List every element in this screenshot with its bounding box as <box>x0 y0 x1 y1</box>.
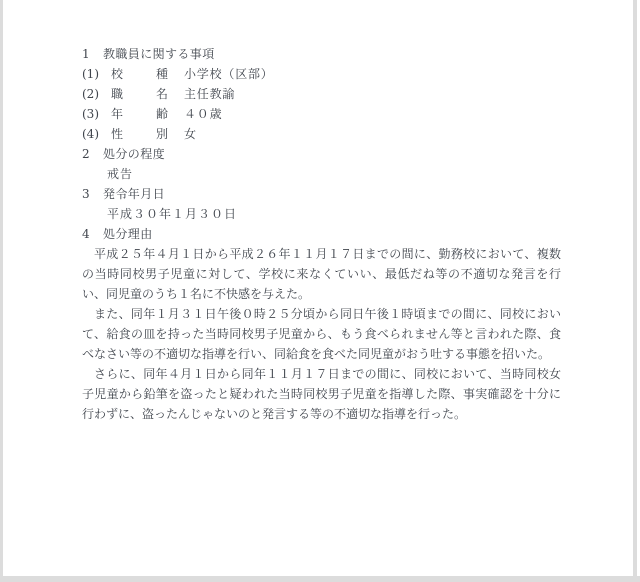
field-row-sex <box>82 124 564 144</box>
field-value: 主任教諭 <box>184 87 236 101</box>
field-number: (4) <box>82 127 99 141</box>
page-edge-bottom <box>0 576 640 582</box>
field-row-job-title <box>82 84 564 104</box>
section-title: 処分の程度 <box>103 147 166 161</box>
reason-paragraph-2: また、同年１月３１日午後０時２５分頃から同日午後１時頃までの間に、同校において、給食の皿を持った当時同校男子児童から、もう食べられません等と言われた際、食べなさい等の不適切な指導を行い、同給食を食べた同児童がおう吐する事態を招いた。 <box>82 307 561 361</box>
section-heading-3 <box>82 184 564 204</box>
section-title: 処分理由 <box>103 227 153 241</box>
disposition-reasons <box>82 244 564 424</box>
field-label-left: 年 <box>111 107 124 121</box>
disposition-level: 戒告 <box>107 167 134 181</box>
field-number: (2) <box>82 87 99 101</box>
field-row-age <box>82 104 564 124</box>
section-heading-2 <box>82 144 564 164</box>
field-number: (1) <box>82 67 99 81</box>
section-heading-4 <box>82 224 564 244</box>
section-title: 教職員に関する事項 <box>103 47 215 61</box>
field-label-left: 職 <box>111 87 124 101</box>
section-number: 2 <box>82 147 90 161</box>
field-label-right: 別 <box>155 127 168 141</box>
field-label-left: 校 <box>111 67 124 81</box>
section-number: 4 <box>82 227 90 241</box>
section-number: 1 <box>82 47 90 61</box>
page-edge-left <box>0 0 3 582</box>
field-value: 女 <box>184 127 197 141</box>
section-heading-1 <box>82 44 564 64</box>
issuance-date: 平成３０年１月３０日 <box>107 207 238 221</box>
page-edge-right <box>633 0 637 582</box>
section-number: 3 <box>82 187 90 201</box>
field-row-school-type <box>82 64 564 84</box>
field-number: (3) <box>82 107 99 121</box>
field-label <box>111 124 168 144</box>
field-label-right: 名 <box>155 87 168 101</box>
field-label <box>111 64 168 84</box>
section-title: 発令年月日 <box>103 187 166 201</box>
field-label-right: 種 <box>155 67 168 81</box>
field-label <box>111 104 168 124</box>
field-value: 小学校（区部） <box>184 67 274 81</box>
field-label-right: 齢 <box>155 107 168 121</box>
field-label <box>111 84 168 104</box>
reason-paragraph-1: 平成２５年４月１日から平成２６年１１月１７日までの間に、勤務校において、複数の当時同校男子児童に対して、学校に来なくていい、最低だね等の不適切な発言を行い、同児童のうち１名に不快感を与えた。 <box>82 247 561 301</box>
field-value: ４０歳 <box>184 107 223 121</box>
document-body <box>82 44 564 424</box>
field-label-left: 性 <box>111 127 124 141</box>
reason-paragraph-3: さらに、同年４月１日から同年１１月１７日までの間に、同校において、当時同校女子児童から鉛筆を盗ったと疑われた当時同校男子児童を指導した際、事実確認を十分に行わずに、盗ったんじゃないのと発言する等の不適切な指導を行った。 <box>82 367 561 421</box>
